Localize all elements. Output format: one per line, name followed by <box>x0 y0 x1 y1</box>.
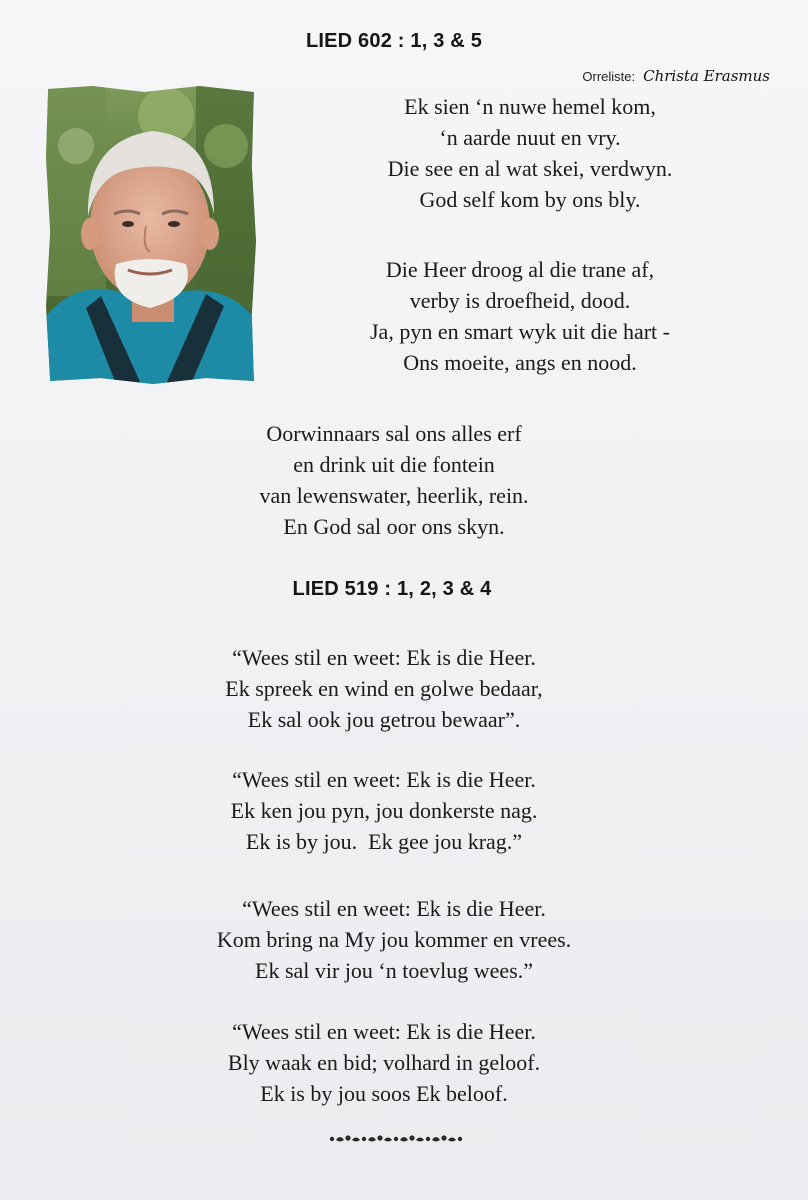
verse-line: “Wees stil en weet: Ek is die Heer. <box>232 645 536 670</box>
verse-line: God self kom by ons bly. <box>419 187 641 212</box>
hymn-519-stanza-2 <box>154 764 614 857</box>
verse-line: Ek sien ‘n nuwe hemel kom, <box>404 94 656 119</box>
verse-line: Ek sal vir jou ‘n toevlug wees.” <box>255 958 533 983</box>
hymn-519-stanza-4 <box>154 1016 614 1109</box>
hymn-602-stanza-1 <box>300 91 760 215</box>
verse-line: Ek sal ook jou getrou bewaar”. <box>247 707 521 732</box>
verse-line: “Wees stil en weet: Ek is die Heer. <box>232 767 536 792</box>
organist-label: Orreliste: <box>582 69 636 84</box>
hymn-602-stanza-2 <box>290 254 750 378</box>
verse-line: Ek is by jou soos Ek beloof. <box>260 1081 508 1106</box>
hymn-heading-602: LIED 602 : 1, 3 & 5 <box>305 30 483 52</box>
organist-name: Christa Erasmus <box>643 67 770 85</box>
verse-line: Ja, pyn en smart wyk uit die hart - <box>370 319 670 344</box>
verse-line: Die Heer droog al die trane af, <box>385 257 655 282</box>
hymn-602-stanza-3 <box>164 418 624 542</box>
portrait-photo <box>46 86 256 384</box>
hymn-519-stanza-1 <box>154 642 614 735</box>
verse-line: En God sal oor ons skyn. <box>283 514 505 539</box>
verse-line: Kom bring na My jou kommer en vrees. <box>216 927 572 952</box>
floral-divider-icon <box>326 1131 466 1150</box>
verse-line: Bly waak en bid; volhard in geloof. <box>227 1050 541 1075</box>
hymn-heading-519: LIED 519 : 1, 2, 3 & 4 <box>292 578 492 600</box>
verse-line: Ons moeite, angs en nood. <box>403 350 637 375</box>
verse-line: verby is droefheid, dood. <box>409 288 631 313</box>
verse-line: Ek ken jou pyn, jou donkerste nag. <box>230 798 538 823</box>
verse-line: “Wees stil en weet: Ek is die Heer. <box>232 1019 536 1044</box>
verse-line: Die see en al wat skei, verdwyn. <box>387 156 673 181</box>
portrait-image <box>46 86 256 384</box>
verse-line: en drink uit die fontein <box>293 452 495 477</box>
verse-line: Ek is by jou. Ek gee jou krag.” <box>245 829 523 854</box>
organist-credit <box>582 67 770 86</box>
verse-line: Oorwinnaars sal ons alles erf <box>266 421 522 446</box>
verse-line: Ek spreek en wind en golwe bedaar, <box>225 676 543 701</box>
hymn-519-stanza-3 <box>164 893 624 986</box>
verse-line: “Wees stil en weet: Ek is die Heer. <box>242 896 546 921</box>
verse-line: ‘n aarde nuut en vry. <box>439 125 621 150</box>
verse-line: van lewenswater, heerlik, rein. <box>259 483 529 508</box>
